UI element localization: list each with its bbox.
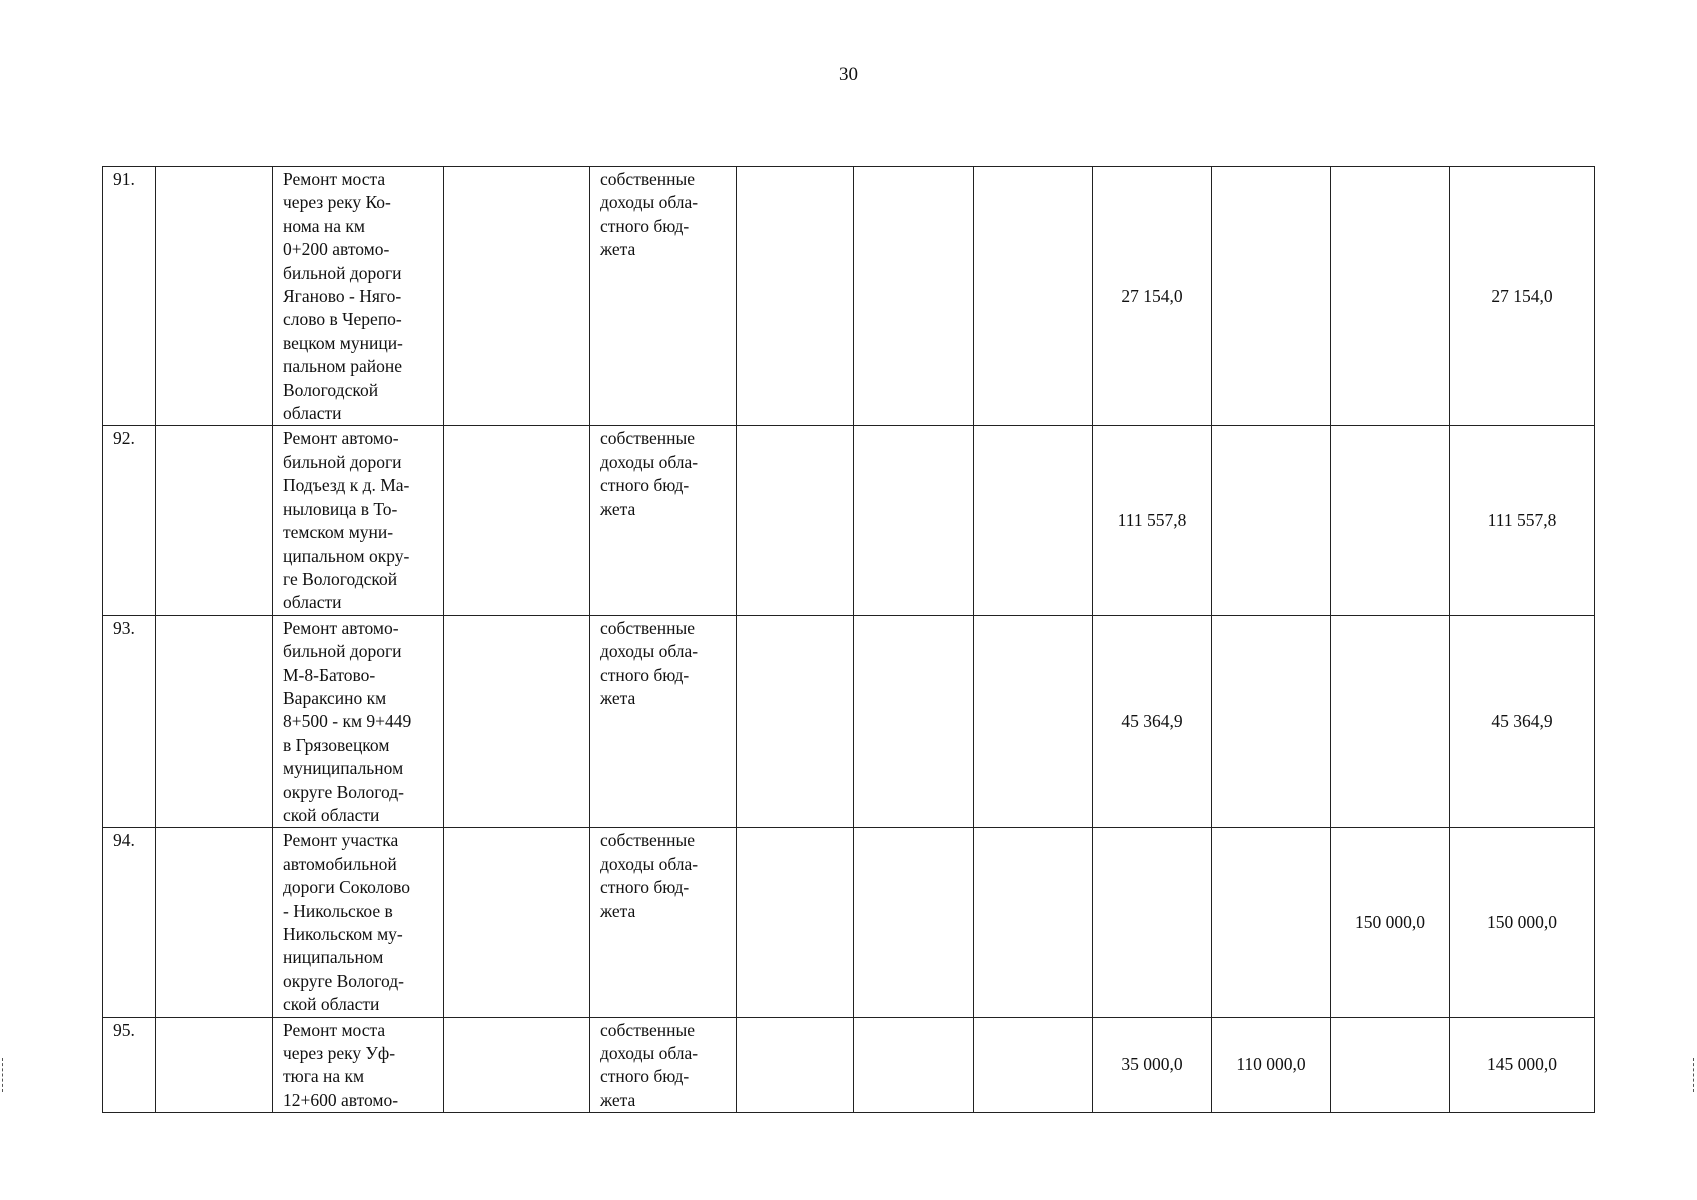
object-name-cell (273, 615, 444, 828)
table-row (103, 828, 1595, 1017)
funding-source: собственные доходы обла- стного бюд- жета (600, 1019, 699, 1110)
empty-cell (444, 1017, 590, 1113)
empty-cell (444, 167, 590, 426)
table-row (103, 615, 1595, 828)
total-amount-cell: 150 000,0 (1450, 828, 1595, 1017)
empty-cell (737, 1017, 854, 1113)
page-number: 30 (839, 64, 858, 85)
funding-source: собственные доходы обла- стного бюд- жета (600, 169, 699, 260)
object-name: Ремонт моста через реку Уф- тюга на км 12+600 автомо- (283, 1019, 399, 1110)
empty-cell (444, 426, 590, 615)
scan-edge-mark-right (1693, 1058, 1695, 1092)
empty-cell (974, 615, 1093, 828)
empty-cell (156, 615, 273, 828)
empty-cell (974, 426, 1093, 615)
empty-cell (737, 828, 854, 1017)
scan-edge-mark-left (2, 1058, 4, 1092)
empty-cell (737, 426, 854, 615)
empty-cell (444, 828, 590, 1017)
empty-cell (974, 1017, 1093, 1113)
object-name: Ремонт моста через реку Ко- нома на км 0+200 автомо- бильной дороги Яганово - Няго- слово в Черепо- вецком муници- пальном районе Вологодской области (283, 169, 403, 424)
amount-year3-cell: 150 000,0 (1331, 828, 1450, 1017)
amount-year1-cell (1093, 828, 1212, 1017)
funding-source: собственные доходы обла- стного бюд- жета (600, 428, 699, 519)
table-row (103, 167, 1595, 426)
amount-year2-cell (1212, 167, 1331, 426)
empty-cell (156, 828, 273, 1017)
amount-year1-cell: 111 557,8 (1093, 426, 1212, 615)
empty-cell (854, 426, 974, 615)
funding-source-cell (590, 1017, 737, 1113)
row-number-cell: 95. (103, 1017, 156, 1113)
object-name-cell (273, 1017, 444, 1113)
object-name-cell (273, 828, 444, 1017)
amount-year3-cell (1331, 615, 1450, 828)
funding-source: собственные доходы обла- стного бюд- жета (600, 617, 699, 708)
table-row (103, 1017, 1595, 1113)
row-number-cell: 93. (103, 615, 156, 828)
empty-cell (974, 828, 1093, 1017)
amount-year3-cell (1331, 1017, 1450, 1113)
funding-source-cell (590, 167, 737, 426)
object-name: Ремонт участка автомобильной дороги Соколово - Никольское в Никольском му- ниципальном округе Вологод- ской области (283, 830, 411, 1015)
empty-cell (854, 615, 974, 828)
funding-source: собственные доходы обла- стного бюд- жета (600, 830, 699, 921)
amount-year2-cell (1212, 426, 1331, 615)
empty-cell (156, 426, 273, 615)
total-amount-cell: 111 557,8 (1450, 426, 1595, 615)
amount-year2-cell: 110 000,0 (1212, 1017, 1331, 1113)
total-amount-cell: 145 000,0 (1450, 1017, 1595, 1113)
amount-year3-cell (1331, 167, 1450, 426)
row-number-cell: 94. (103, 828, 156, 1017)
empty-cell (156, 167, 273, 426)
empty-cell (156, 1017, 273, 1113)
funding-source-cell (590, 828, 737, 1017)
table-row (103, 426, 1595, 615)
object-name: Ремонт автомо- бильной дороги М-8-Батово- Вараксино км 8+500 - км 9+449 в Грязовецком муниципальном округе Вологод- ской области (283, 617, 412, 825)
empty-cell (974, 167, 1093, 426)
budget-table (102, 166, 1595, 1113)
row-number-cell: 92. (103, 426, 156, 615)
total-amount-cell: 45 364,9 (1450, 615, 1595, 828)
row-number-cell: 91. (103, 167, 156, 426)
amount-year1-cell: 27 154,0 (1093, 167, 1212, 426)
amount-year1-cell: 35 000,0 (1093, 1017, 1212, 1113)
amount-year3-cell (1331, 426, 1450, 615)
amount-year1-cell: 45 364,9 (1093, 615, 1212, 828)
empty-cell (737, 615, 854, 828)
object-name: Ремонт автомо- бильной дороги Подъезд к д. Ма- ныловица в То- темском муни- ципальном окру- ге Вологодской области (283, 428, 410, 613)
object-name-cell (273, 167, 444, 426)
object-name-cell (273, 426, 444, 615)
amount-year2-cell (1212, 615, 1331, 828)
empty-cell (854, 1017, 974, 1113)
funding-source-cell (590, 615, 737, 828)
empty-cell (854, 167, 974, 426)
empty-cell (737, 167, 854, 426)
total-amount-cell: 27 154,0 (1450, 167, 1595, 426)
amount-year2-cell (1212, 828, 1331, 1017)
empty-cell (444, 615, 590, 828)
funding-source-cell (590, 426, 737, 615)
empty-cell (854, 828, 974, 1017)
